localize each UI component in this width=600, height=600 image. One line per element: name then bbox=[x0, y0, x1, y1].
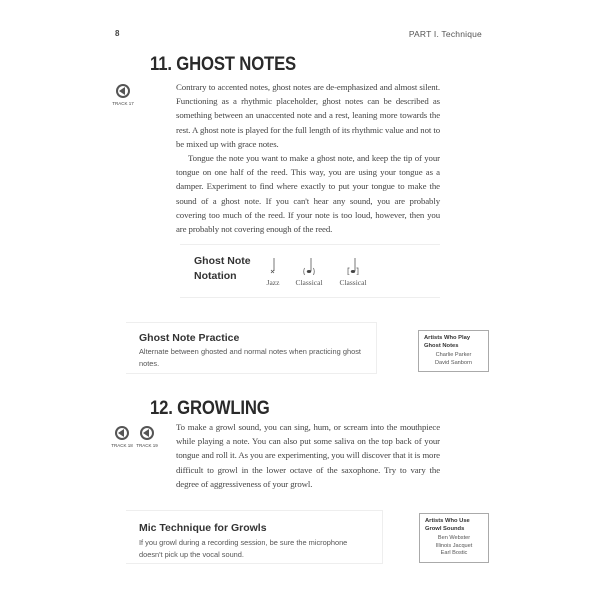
audio-track-icon bbox=[115, 83, 131, 99]
track-19[interactable] bbox=[136, 425, 158, 448]
notation-examples bbox=[264, 257, 370, 287]
artists-heading: Artists Who Use bbox=[425, 518, 470, 524]
parenthesized-note-icon bbox=[301, 257, 317, 275]
artists-growl-box bbox=[419, 513, 489, 563]
track-label: TRACK 17 bbox=[112, 101, 134, 106]
ghost-notes-body bbox=[176, 80, 440, 236]
notation-heading bbox=[194, 254, 251, 284]
section-title-ghost-notes: 11. GHOST NOTES bbox=[150, 54, 297, 75]
artists-ghost-notes-box bbox=[418, 330, 489, 372]
artists-heading: Ghost Notes bbox=[424, 342, 459, 349]
notation-label: Classical bbox=[295, 278, 323, 287]
paragraph: Contrary to accented notes, ghost notes are de-emphasized and almost silent. Functioning as a rhythmic placeholder, ghost notes can be described as something between an unaccented note and a rest, leaning more towards the rest. A ghost note is played for the full length of its rhythmic value and not to be mixed up with grace notes. bbox=[176, 82, 440, 149]
track-label: TRACK 19 bbox=[136, 443, 158, 448]
artist-name: Charlie Parker bbox=[435, 352, 472, 358]
growling-body bbox=[176, 420, 440, 491]
running-head: PART I. Technique bbox=[408, 29, 482, 39]
artists-heading: Growl Sounds bbox=[425, 525, 465, 532]
artist-name: David Sanborn bbox=[434, 359, 472, 366]
track-label: TRACK 18 bbox=[111, 443, 133, 448]
artists-heading: Artists Who Play bbox=[424, 335, 471, 341]
mic-heading: Mic Technique for Growls bbox=[139, 522, 267, 534]
practice-text: Alternate between ghosted and normal notes when practicing ghost notes. bbox=[139, 347, 361, 368]
artist-name: Illinois Jacquet bbox=[435, 542, 473, 549]
track-18[interactable] bbox=[111, 425, 133, 448]
bracketed-note-icon bbox=[345, 257, 361, 275]
jazz-notation bbox=[264, 257, 282, 287]
notation-heading-line: Ghost Note bbox=[194, 255, 251, 267]
page-number: 8 bbox=[115, 29, 120, 38]
audio-track-icon bbox=[139, 425, 155, 441]
artist-name: Ben Webster bbox=[437, 535, 471, 541]
x-notehead-note-icon bbox=[268, 257, 278, 275]
practice-heading: Ghost Note Practice bbox=[139, 332, 240, 344]
ghost-note-notation-box bbox=[180, 244, 440, 298]
classical-brackets-notation bbox=[336, 257, 370, 287]
classical-parens-notation bbox=[290, 257, 328, 287]
paragraph: To make a growl sound, you can sing, hum, or scream into the mouthpiece while playing a note. You can also put some saliva on the top back of your tongue and roll it. As you are experimenting, you will discover that it is more difficult to growl in the lower octave of the saxophone. Try to vary the degree of aggressiveness of your growl. bbox=[176, 422, 440, 489]
notation-heading-line: Notation bbox=[194, 270, 237, 282]
ghost-note-practice-box bbox=[126, 322, 377, 374]
artist-name: Earl Bostic bbox=[440, 550, 468, 556]
audio-track-icon bbox=[114, 425, 130, 441]
mic-text: If you growl during a recording session, be sure the microphone doesn't pick up the vocal sound. bbox=[139, 538, 348, 559]
mic-technique-box bbox=[126, 510, 383, 564]
notation-label: Classical bbox=[339, 278, 367, 287]
section-title-growling: 12. GROWLING bbox=[150, 398, 270, 419]
notation-label: Jazz bbox=[266, 278, 280, 287]
paragraph: Tongue the note you want to make a ghost note, and keep the tip of your tongue on one half of the reed. This way, you are using your tongue as a damper. Experiment to find where exactly to put your tongue to make the sound of a ghost note. If you can't hear any sound, you are probably covering too much of the reed. If your note is too loud, however, then you are probably not covering enough of the reed. bbox=[176, 153, 440, 235]
track-17[interactable] bbox=[112, 83, 134, 106]
